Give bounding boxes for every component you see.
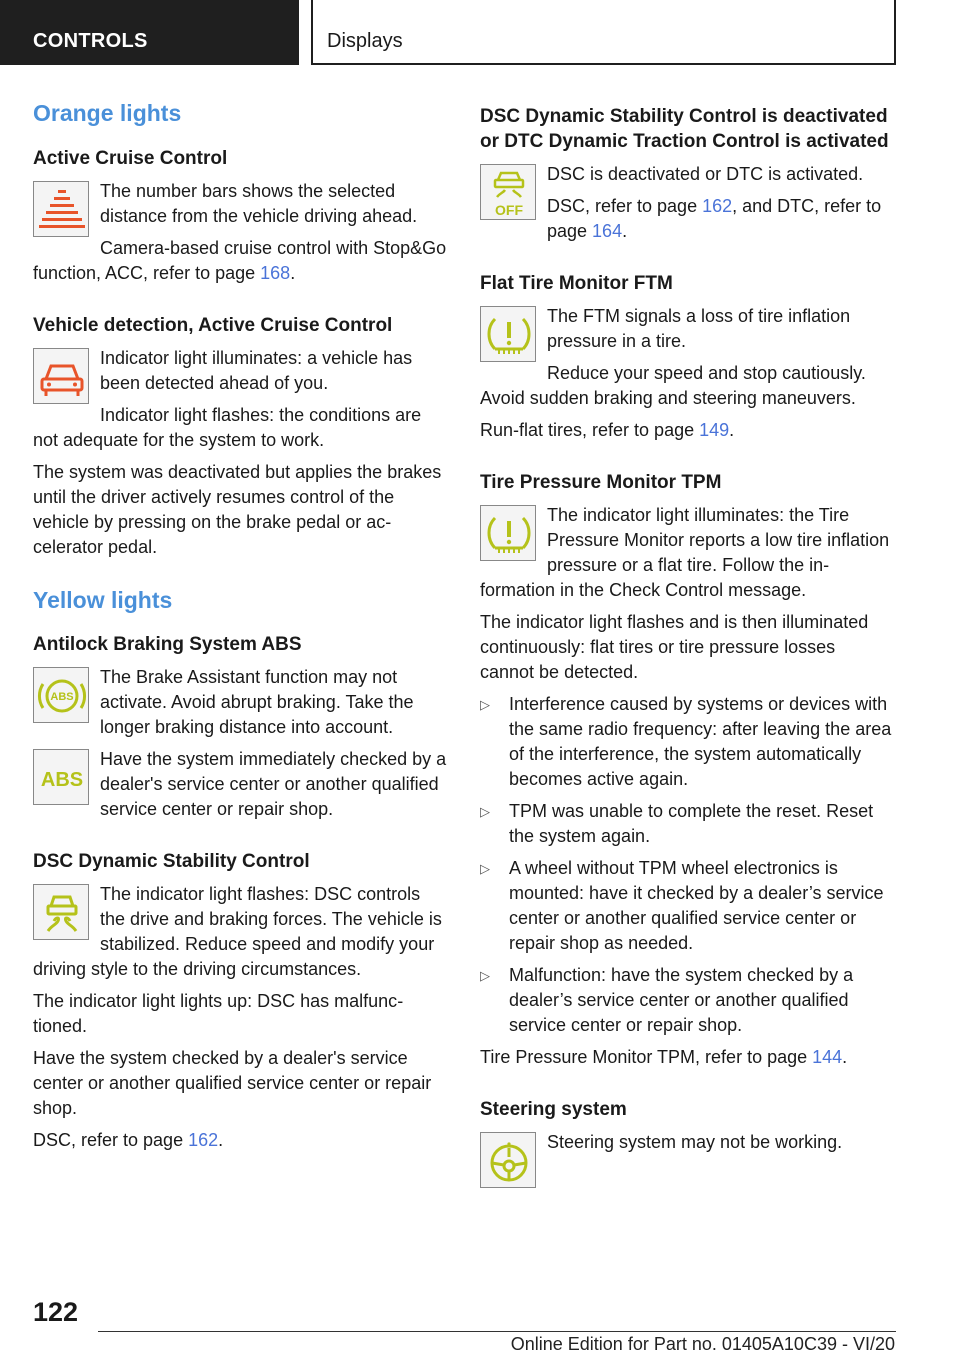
list-item: ▷ Malfunction: have the system checked by a dealer’s service center or another qualified service center or repair shop. [480, 965, 854, 1035]
tpm-text-2: The indicator light flashes and is then illuminated continuously: flat tires or tire pressure losses cannot be detected. [480, 612, 869, 682]
page-link-149[interactable]: 149 [699, 420, 730, 440]
page-number: 122 [33, 1297, 79, 1327]
tpm-text-3: Tire Pressure Monitor TPM, refer to page 144. [480, 1047, 848, 1067]
yellow-lights-heading: Yellow lights [33, 586, 173, 613]
page-link-168[interactable]: 168 [260, 262, 291, 283]
tire-warning-icon [480, 306, 536, 362]
ftm-text-3: Run-flat tires, refer to page 149. [480, 420, 735, 440]
page-link-164[interactable]: 164 [592, 221, 623, 241]
footer-edition: Online Edition for Part no. 01405A10C39 - VI/20 [510, 1334, 895, 1354]
bullet-triangle-icon: ▷ [480, 861, 490, 876]
abs-heading: Antilock Braking System ABS [33, 634, 302, 656]
right-column [480, 104, 894, 1194]
dsc-text-4: DSC, refer to page 162. [33, 1130, 224, 1151]
orange-lights-heading: Orange lights [33, 100, 182, 126]
list-item: ▷ Interference caused by systems or devices with the same radio frequency: after leaving the area of the interference, the system automatically becomes active again. [480, 694, 892, 789]
vehicle-detection-text-2: Indicator light flashes: the conditions are not adequate for the system to work. [33, 404, 422, 450]
dsc-off-icon [480, 164, 536, 220]
abs-text-1: The Brake Assistant function may not activate. Avoid abrupt braking. Take the longer braking distance into account. [100, 667, 414, 738]
page-link-162[interactable]: 162 [188, 1130, 219, 1151]
dsc-off-text-1: DSC is deactivated or DTC is activated. [547, 164, 864, 184]
acc-heading: Active Cruise Control [33, 147, 228, 169]
tpm-heading: Tire Pressure Monitor TPM [480, 472, 722, 493]
footer-divider [98, 1331, 896, 1332]
ftm-text-1: The FTM signals a loss of tire inflation pressure in a tire. [547, 306, 851, 351]
list-item: ▷ TPM was unable to complete the reset. Reset the system again. [480, 801, 874, 846]
section-tab [0, 0, 299, 65]
list-item: ▷ A wheel without TPM wheel electronics is mounted: have it checked by a dealer’s service center or another qualified service center or repair shop as needed. [480, 858, 884, 953]
abs-text-2: Have the system immediately checked by a dealer's service center or another qualified service center or repair shop. [100, 749, 447, 820]
bullet-triangle-icon: ▷ [480, 697, 490, 712]
acc-text-1: The number bars shows the selected distance from the vehicle driving ahead. [100, 180, 418, 226]
tpm-bullet-list [480, 692, 894, 1038]
chapter-title: Displays [327, 30, 403, 52]
chapter-tab [311, 0, 896, 65]
dsc-skid-icon [33, 884, 89, 940]
ftm-heading: Flat Tire Monitor FTM [480, 273, 673, 294]
tpm-text-1: The indicator light illuminates: the Tire Pressure Monitor reports a low tire inflation pressure or a flat tire. Follow the information in the Check Control message. [480, 505, 890, 600]
bullet-triangle-icon: ▷ [480, 968, 490, 983]
dsc-off-text-2: DSC, refer to page 162, and DTC, refer to page 164. [547, 196, 882, 241]
tire-pressure-icon [480, 505, 536, 561]
steering-heading: Steering system [480, 1099, 627, 1120]
abs-text-icon [33, 749, 89, 805]
page-link-162[interactable]: 162 [702, 196, 733, 216]
svg-text:ABS: ABS [40, 769, 84, 792]
dsc-heading: DSC Dynamic Stability Control [33, 851, 310, 873]
steering-text-1: Steering system may not be working. [547, 1132, 843, 1152]
left-column [33, 100, 447, 1160]
bullet-triangle-icon: ▷ [480, 804, 490, 819]
steering-warning-icon [480, 1132, 536, 1188]
ftm-text-2: Reduce your speed and stop cautiously. Avoid sudden braking and steering maneuvers. [480, 363, 866, 408]
vehicle-detection-text-1: Indicator light illuminates: a vehicle has been detected ahead of you. [100, 347, 413, 393]
vehicle-ahead-icon [33, 348, 89, 404]
svg-text:ABS: ABS [50, 691, 74, 704]
dsc-text-1: The indicator light flashes: DSC controls the drive and braking forces. The vehicle is stabilized. Reduce speed and modify your driving style to the driving circumstances. [33, 884, 442, 980]
vehicle-detection-text-3: The system was deactivated but applies the brakes until the driver actively resumes control of the vehicle by pressing on the brake pedal or accelerator pedal. [33, 461, 442, 557]
cruise-distance-icon [33, 181, 89, 237]
dsc-off-heading: DSC Dynamic Stability Control is deactivated or DTC Dynamic Traction Control is activated [480, 106, 889, 152]
abs-circle-icon [33, 667, 89, 723]
svg-text:OFF: OFF [495, 202, 523, 218]
page-link-144[interactable]: 144 [812, 1047, 843, 1067]
acc-text-2: Camera-based cruise control with Stop&Go function, ACC, refer to page 168. [33, 237, 447, 283]
dsc-text-2: The indicator light lights up: DSC has malfunctioned. [33, 991, 404, 1037]
dsc-text-3: Have the system checked by a dealer's service center or another qualified service center or repair shop. [33, 1048, 432, 1119]
section-title: CONTROLS [33, 30, 148, 52]
vehicle-detection-heading: Vehicle detection, Active Cruise Control [33, 314, 393, 336]
